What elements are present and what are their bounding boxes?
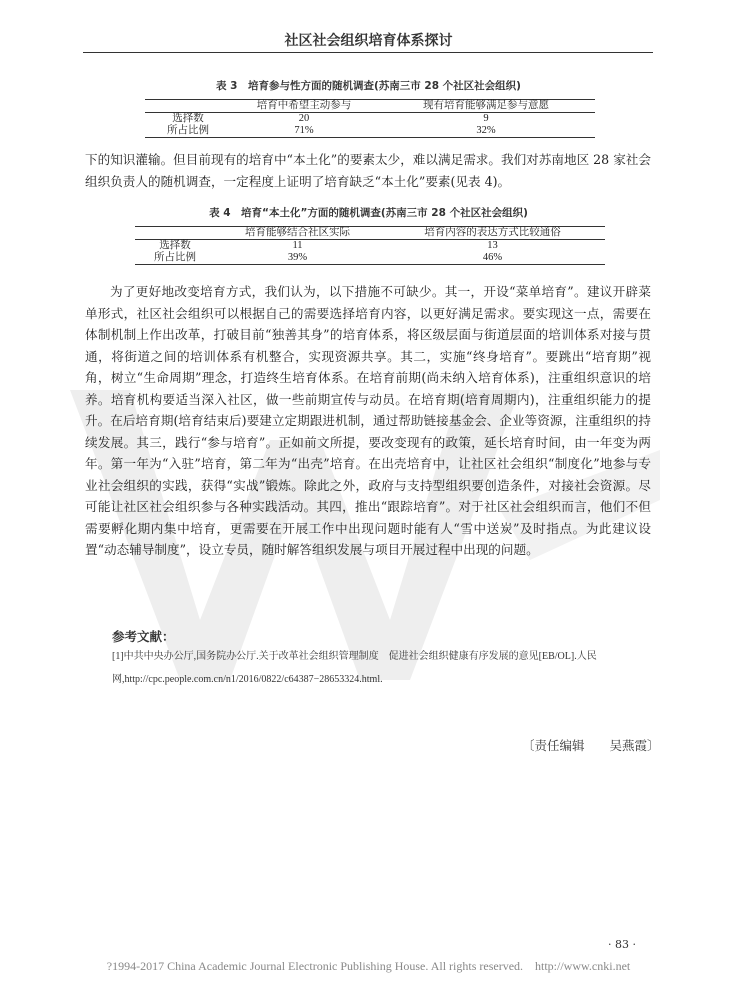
editor-credit: 〔责任编辑 吴燕霞〕 [522, 738, 660, 753]
table-row [135, 252, 605, 265]
table-cell: 选择数 [172, 113, 204, 124]
table-row [135, 240, 605, 253]
copyright-footer: ?1994-2017 China Academic Journal Electronic Publishing House. All rights reserved. http://www.cnki.net [106, 959, 631, 973]
table-cell: 39% [215, 252, 380, 265]
table-cell: 20 [298, 113, 310, 124]
table-header-row [135, 227, 605, 240]
references-title: 参考文献： [112, 629, 175, 644]
table-row [145, 113, 595, 126]
table-header-cell [145, 100, 231, 113]
table-cell: 11 [292, 240, 303, 251]
table-header-row [145, 100, 595, 113]
body-paragraph-2: 为了更好地改变培育方式，我们认为，以下措施不可缺少。其一，开设“菜单培育”。建议开辟菜单形式，社区社会组织可以根据自己的需要选择培育内容，以更好满足需求。要实现这一点，需要在体制机制上作出改革，打破目前“独善其身”的培育体系，将区级层面与街道层面的培训体系对接与贯通，将街道之间的培训体系有机整合，实现资源共享。其二，实施“终身培育”。要跳出“培育期”视角，树立“生命周期”理念，打造终生培育体系。在培育前期(尚未纳入培育体系)，注重组织意识的培养。培育机构要适当深入社区，做一些前期宣传与动员。在培育期(培育周期内)，注重组织能力的提升。在后培育期(培育结束后)要建立定期跟进机制，通过帮助链接基金会、企业等资源，注重组织的持续发展。其三，践行“参与培育”。正如前文所提，要改变现有的政策，延长培育时间，由一年变为两年。第一年为“入驻”培育，第二年为“出壳”培育。在出壳培育中，让社区社会组织“制度化”地参与专业社会组织的实践，获得“实战”锻炼。除此之外，政府与支持型组织要创造条件，对接社会资源。尽可能让社区社会组织参与各种实践活动。其四，推出“跟踪培育”。对于社区社会组织而言，他们不但需要孵化期内集中培育，更需要在开展工作中出现问题时能有人“雪中送炭”及时指点。为此建议设置“动态辅导制度”，设立专员，随时解答组织发展与项目开展过程中出现的问题。 [85, 284, 651, 557]
table4 [135, 226, 605, 265]
table-cell: 9 [483, 113, 489, 124]
table-cell: 所占比例 [135, 252, 215, 265]
table-cell: 71% [231, 125, 377, 138]
table-cell: 46% [380, 252, 605, 265]
table-header-cell: 现有培育能够满足参与意愿 [377, 100, 595, 113]
table-cell: 13 [487, 240, 498, 251]
body-paragraph-1: 下的知识灌输。但目前现有的培育中“本土化”的要素太少，难以满足需求。我们对苏南地区 28 家社会组织负责人的随机调查，一定程度上证明了培育缺乏“本土化”要素(见表 4)。 [85, 152, 651, 189]
table3-caption: 表 3 培育参与性方面的随机调查(苏南三市 28 个社区社会组织) [216, 80, 521, 92]
header-rule [83, 52, 653, 53]
running-title: 社区社会组织培育体系探讨 [284, 33, 453, 49]
table-header-cell [135, 227, 215, 240]
table-cell: 选择数 [159, 240, 191, 251]
table-header-cell: 培育内容的表达方式比较通俗 [380, 227, 605, 240]
table-header-cell: 培育能够结合社区实际 [215, 227, 380, 240]
table4-caption: 表 4 培育“本土化”方面的随机调查(苏南三市 28 个社区社会组织) [209, 207, 528, 219]
table-header-cell: 培育中希望主动参与 [231, 100, 377, 113]
reference-item: [1]中共中央办公厅,国务院办公厅.关于改革社会组织管理制度 促进社会组织健康有序发展的意见[EB/OL].人民网,http://cpc.people.com.cn/n1/2016/0822/c64387−28653324.html. [112, 651, 597, 685]
table3 [145, 99, 595, 138]
page-number: · 83 · [608, 938, 636, 951]
table-cell: 32% [377, 125, 595, 138]
table-row [145, 125, 595, 138]
table-cell: 所占比例 [145, 125, 231, 138]
